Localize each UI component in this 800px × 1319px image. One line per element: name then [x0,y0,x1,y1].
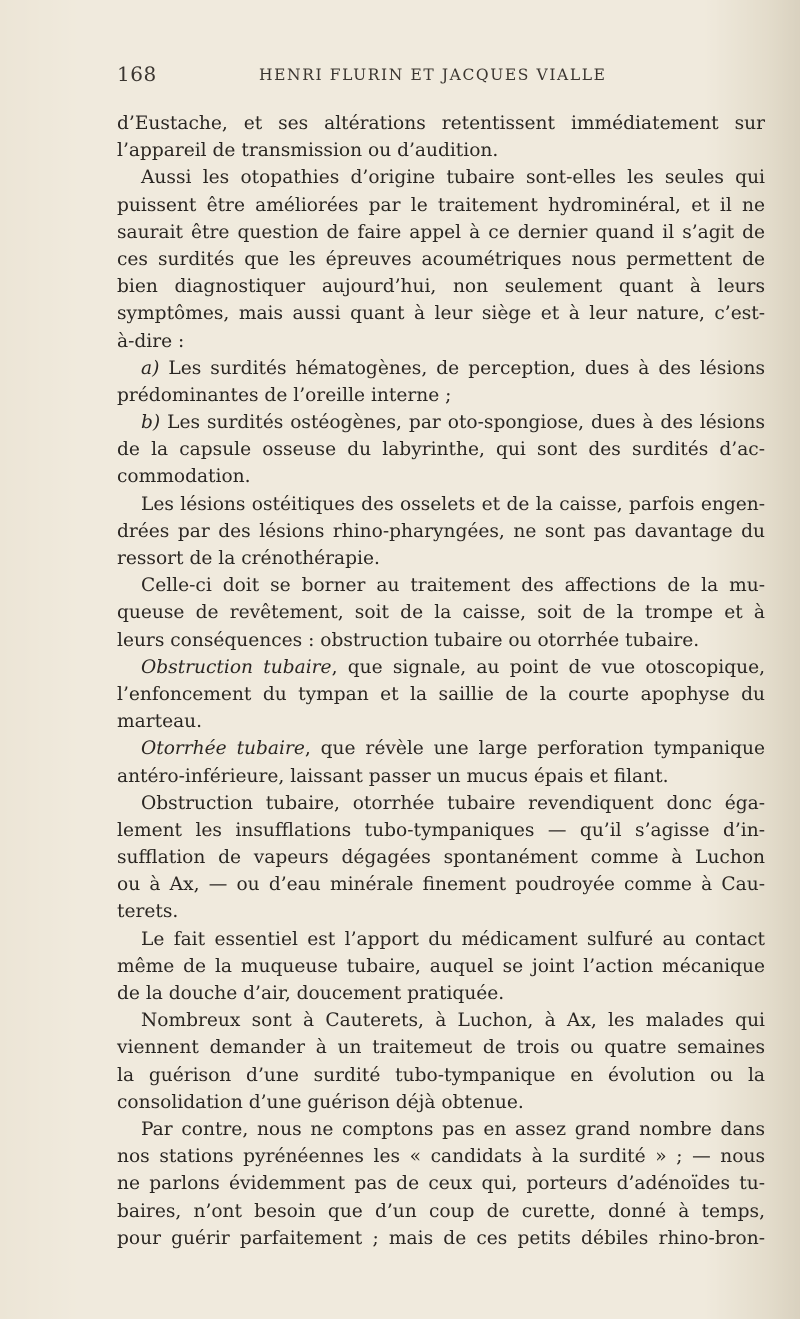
text-line [117,681,765,708]
text-line [117,980,765,1007]
text-line [117,627,765,654]
text-line [117,572,765,599]
line-text: Obstruction tubaire, otorrhée tubaire revendiquent donc éga- [141,792,765,814]
text-line [117,1034,765,1061]
line-text: l’enfoncement du tympan et la saillie de la courte apophyse du [117,683,765,705]
text-line [117,1198,765,1225]
line-text: d’Eustache, et ses altérations retentissent immédiatement sur [117,113,765,134]
line-text: ne parlons évidemment pas de ceux qui, porteurs d’adénoïdes tu- [117,1173,765,1195]
text-line [117,1225,765,1252]
line-text: sufflation de vapeurs dégagées spontanément comme à Luchon [117,847,765,869]
line-text: consolidation d’une guérison déjà obtenue. [117,1091,524,1113]
line-text: Les surdités hématogènes, de perception, dues à des lésions [159,357,765,379]
italic-lead: Otorrhée tubaire [141,738,305,760]
text-line [117,1170,765,1197]
line-text: de la capsule osseuse du labyrinthe, qui sont des surdités d’ac- [117,439,765,461]
text-line [117,735,765,762]
text-line [117,110,765,137]
text-line [117,328,765,355]
text-line [117,409,765,436]
text-line [117,1143,765,1170]
page-number: 168 [117,62,157,86]
text-line [117,926,765,953]
body-text [117,110,765,1252]
line-text: l’appareil de transmission ou d’audition. [117,140,499,162]
running-head: HENRI FLURIN ET JACQUES VIALLE [259,66,607,84]
text-line [117,790,765,817]
page-header [117,62,765,90]
text-line [117,763,765,790]
text-line [117,599,765,626]
line-text: drées par des lésions rhino-pharyngées, ne sont pas davantage du [117,520,765,542]
line-text: Le fait essentiel est l’apport du médicament sulfuré au contact [141,928,765,950]
line-text: Aussi les otopathies d’origine tubaire sont-elles les seules qui [141,167,765,189]
text-line [117,463,765,490]
text-line [117,1062,765,1089]
line-text: bien diagnostiquer aujourd’hui, non seulement quant à leurs [117,276,765,298]
text-line [117,708,765,735]
line-text: queuse de revêtement, soit de la caisse, soit de la trompe et à [117,602,765,624]
line-text: saurait être question de faire appel à ce dernier quand il s’agit de [117,221,765,243]
line-text: Nombreux sont à Cauterets, à Luchon, à Ax, les malades qui [141,1010,765,1032]
line-text: nos stations pyrénéennes les « candidats à la surdité » ; — nous [117,1146,765,1168]
text-line [117,545,765,572]
text-line [117,518,765,545]
text-line [117,300,765,327]
italic-lead: b) [141,412,161,434]
text-line [117,219,765,246]
line-text: viennent demander à un traitemeut de trois ou quatre semaines [117,1037,765,1059]
line-text: de la douche d’air, doucement pratiquée. [117,983,505,1004]
line-text: antéro-inférieure, laissant passer un mucus épais et filant. [117,765,669,787]
line-text: ou à Ax, — ou d’eau minérale finement poudroyée comme à Cau- [117,874,765,896]
text-line [117,192,765,219]
text-line [117,871,765,898]
text-line [117,164,765,191]
italic-lead: Obstruction tubaire [141,656,332,678]
line-text: commodation. [117,466,251,488]
line-text: Celle-ci doit se borner au traitement des affections de la mu- [141,575,765,597]
text-line [117,1089,765,1116]
line-text: , que signale, au point de vue otoscopique, [331,656,765,678]
line-text: à-dire : [117,330,185,352]
line-text: baires, n’ont besoin que d’un coup de curette, donné à temps, [117,1200,765,1222]
line-text: , que révèle une large perforation tympanique [304,738,765,760]
line-text: lement les insufflations tubo-tympaniques — qu’il s’agisse d’in- [117,819,765,841]
text-line [117,1116,765,1143]
text-line [117,898,765,925]
text-line [117,844,765,871]
text-line [117,953,765,980]
text-line [117,382,765,409]
line-text: ressort de la crénothérapie. [117,548,380,569]
text-line [117,355,765,382]
line-text: leurs conséquences : obstruction tubaire ou otorrhée tubaire. [117,629,700,651]
text-line [117,273,765,300]
line-text: terets. [117,901,179,923]
line-text: symptômes, mais aussi quant à leur siège et à leur nature, c’est- [117,303,765,325]
line-text: ces surdités que les épreuves acoumétriques nous permettent de [117,248,765,270]
text-line [117,436,765,463]
line-text: prédominantes de l’oreille interne ; [117,384,452,406]
text-line [117,1007,765,1034]
line-text: Par contre, nous ne comptons pas en assez grand nombre dans [141,1118,765,1140]
line-text: même de la muqueuse tubaire, auquel se joint l’action mécanique [117,955,765,977]
line-text: puissent être améliorées par le traitement hydrominéral, et il ne [117,194,765,216]
italic-lead: a) [141,357,160,379]
text-line [117,137,765,164]
text-line [117,817,765,844]
line-text: marteau. [117,711,203,733]
line-text: Les lésions ostéitiques des osselets et de la caisse, parfois engen- [141,493,765,515]
text-line [117,246,765,273]
text-line [117,491,765,518]
line-text: pour guérir parfaitement ; mais de ces petits débiles rhino-bron- [117,1227,765,1249]
text-line [117,654,765,681]
line-text: Les surdités ostéogènes, par oto-spongiose, dues à des lésions [160,412,765,434]
line-text: la guérison d’une surdité tubo-tympanique en évolution ou la [117,1064,765,1086]
